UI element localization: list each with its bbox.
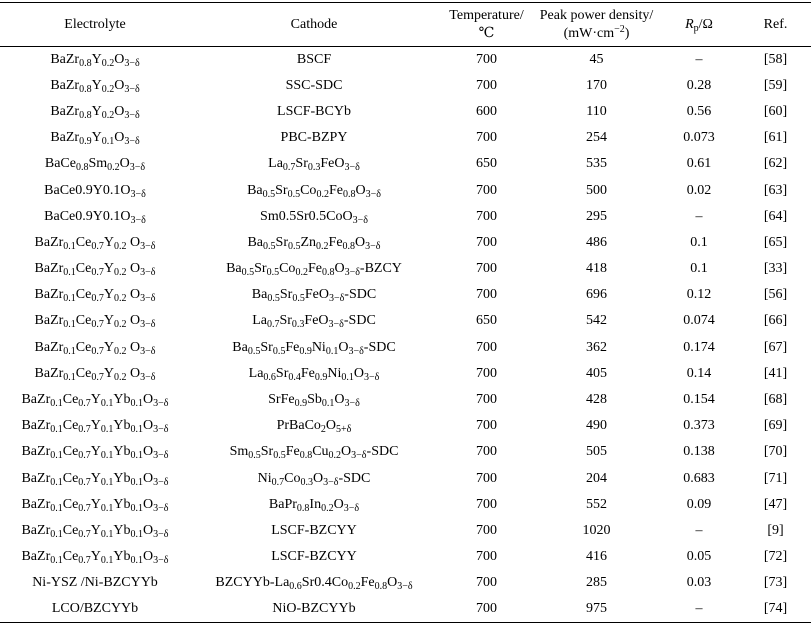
cell-electrolyte: $BaCe_{0.8}Sm_{0.2}O_{3-\delta}$: [44, 156, 146, 174]
cell-electrolyte: $BaZr_{0.9}Y_{0.1}O_{3-\delta}$: [50, 130, 140, 148]
cell-cathode: LSCF-BCYb: [277, 103, 351, 119]
cell-temperature: 700: [476, 392, 497, 408]
cell-ref: [71]: [763, 470, 788, 486]
cell-electrolyte: $BaZr_{0.1}Ce_{0.7}Y_{0.2}$ $O_{3-\delta}$: [34, 339, 156, 357]
cell-rp: 0.02: [686, 182, 712, 198]
header-rp: $R_p/\Omega$: [658, 3, 740, 47]
cell-rp: 0.61: [686, 156, 712, 172]
cell-ref: [56]: [763, 287, 788, 303]
cell-electrolyte: $BaZr_{0.1}Ce_{0.7}Y_{0.1}Yb_{0.1}O_{3-\delta}$: [21, 444, 169, 462]
cell-temperature: 700: [438, 596, 535, 622]
cell-cathode: $La_{0.7}Sr_{0.3}FeO_{3-\delta}$: [268, 156, 360, 174]
table-row: [0, 439, 811, 465]
table-row: [0, 570, 811, 596]
cell-ref: [67]: [763, 339, 788, 355]
header-row: [0, 3, 811, 47]
cell-temperature: 700: [476, 339, 497, 355]
header-electrolyte: Electrolyte: [0, 3, 190, 47]
cell-rp: 0.373: [683, 418, 715, 434]
cell-rp: 0.074: [683, 313, 715, 329]
table-row: [0, 177, 811, 203]
cell-rp: 0.1: [690, 261, 708, 277]
cell-peak-power-density: 486: [586, 234, 607, 250]
cell-peak-power-density: 505: [586, 444, 607, 460]
cell-cathode: BZCYYb-$La_{0.6}Sr0.4Co_{0.2}Fe_{0.8}O_{3-\delta}$: [215, 575, 413, 593]
cell-peak-power-density: 110: [586, 103, 607, 119]
table-row: [0, 361, 811, 387]
cell-electrolyte: $BaZr_{0.1}Ce_{0.7}Y_{0.1}Yb_{0.1}O_{3-\delta}$: [21, 549, 169, 567]
cell-rp: 0.14: [686, 365, 712, 381]
cell-ref: [74]: [740, 596, 811, 622]
cell-peak-power-density: 490: [586, 418, 607, 434]
table-row: [0, 335, 811, 361]
cell-ref: [33]: [763, 261, 788, 277]
cell-electrolyte: Ni-YSZ /Ni-BZCYYb: [32, 575, 158, 591]
table-row: [0, 466, 811, 492]
cell-ref: [65]: [763, 234, 788, 250]
cell-rp: 0.03: [686, 575, 712, 591]
cell-peak-power-density: 254: [586, 130, 607, 146]
cell-ref: [66]: [763, 313, 788, 329]
table-body: [0, 47, 811, 623]
cell-rp: 0.05: [686, 549, 712, 565]
cell-temperature: 600: [476, 103, 497, 119]
cell-peak-power-density: 428: [586, 392, 607, 408]
cell-peak-power-density: 975: [535, 596, 658, 622]
cell-ref: [70]: [763, 444, 788, 460]
cell-peak-power-density: 542: [586, 313, 607, 329]
table-row: [0, 387, 811, 413]
cell-electrolyte: $BaZr_{0.1}Ce_{0.7}Y_{0.1}Yb_{0.1}O_{3-\delta}$: [21, 418, 169, 436]
cell-peak-power-density: 295: [586, 208, 607, 224]
header-peak-power-density: Peak power density/ $(mW\cdot cm^{-2})$: [535, 3, 658, 47]
cell-temperature: 700: [476, 130, 497, 146]
cell-electrolyte: $BaZr_{0.1}Ce_{0.7}Y_{0.2}$ $O_{3-\delta}$: [34, 365, 156, 383]
cell-cathode: $BaPr_{0.8}In_{0.2}O_{3-\delta}$: [268, 496, 360, 514]
cell-peak-power-density: 204: [586, 470, 607, 486]
cell-temperature: 700: [476, 496, 497, 512]
cell-rp: 0.09: [686, 496, 712, 512]
cell-cathode: $Ba_{0.5}Sr_{0.5}Fe_{0.9}Ni_{0.1}O_{3-\delta}$-SDC: [232, 339, 396, 357]
cell-electrolyte: $BaZr_{0.1}Ce_{0.7}Y_{0.1}Yb_{0.1}O_{3-\delta}$: [21, 470, 169, 488]
cell-ref: [73]: [763, 575, 788, 591]
cell-peak-power-density: 1020: [582, 522, 611, 538]
cell-cathode: SSC-SDC: [285, 77, 343, 93]
table-row: [0, 151, 811, 177]
cell-electrolyte: $BaCe0.9Y0.1O_{3-\delta}$: [44, 182, 146, 200]
cell-electrolyte: $BaZr_{0.1}Ce_{0.7}Y_{0.1}Yb_{0.1}O_{3-\delta}$: [21, 522, 169, 540]
cell-peak-power-density: 416: [586, 549, 607, 565]
cell-rp: –: [695, 522, 703, 538]
cell-electrolyte: $BaZr_{0.8}Y_{0.2}O_{3-\delta}$: [50, 77, 140, 95]
cell-electrolyte: $BaZr_{0.1}Ce_{0.7}Y_{0.1}Yb_{0.1}O_{3-\delta}$: [21, 392, 169, 410]
cell-ref: [59]: [763, 77, 788, 93]
cell-cathode: Sm0.5Sr0.5CoO$_{3-\delta}$: [260, 208, 368, 226]
table-row: [0, 256, 811, 282]
cell-temperature: 700: [476, 444, 497, 460]
cell-rp: 0.073: [683, 130, 715, 146]
cell-cathode: $Ba_{0.5}Sr_{0.5}FeO_{3-\delta}$-SDC: [251, 287, 377, 305]
cell-ref: [64]: [763, 208, 788, 224]
cell-temperature: 700: [476, 418, 497, 434]
cell-cathode: $PrBaCo_2O_{5+\delta}$: [276, 418, 352, 436]
cell-peak-power-density: 535: [586, 156, 607, 172]
table-row: [0, 230, 811, 256]
table-row: [0, 413, 811, 439]
cell-rp: 0.56: [686, 103, 712, 119]
cell-cathode: PBC-BZPY: [280, 130, 348, 146]
cell-ref: [62]: [763, 156, 788, 172]
cell-cathode: $Sm_{0.5}Sr_{0.5}Fe_{0.8}Cu_{0.2}O_{3-\delta}$-SDC: [229, 444, 399, 462]
cell-peak-power-density: 696: [586, 287, 607, 303]
cell-electrolyte: $BaZr_{0.1}Ce_{0.7}Y_{0.2}$ $O_{3-\delta}$: [34, 234, 156, 252]
cell-temperature: 700: [476, 234, 497, 250]
cell-cathode: LSCF-BZCYY: [271, 522, 357, 538]
cell-electrolyte: $BaZr_{0.8}Y_{0.2}O_{3-\delta}$: [50, 51, 140, 69]
table-row: [0, 73, 811, 99]
cell-rp: 0.154: [683, 392, 715, 408]
table-row: [0, 492, 811, 518]
cell-rp: 0.1: [690, 234, 708, 250]
cell-ref: [47]: [763, 496, 788, 512]
cell-temperature: 650: [476, 156, 497, 172]
cell-peak-power-density: 418: [586, 261, 607, 277]
cell-cathode: NiO-BZCYYb: [190, 596, 438, 622]
cell-peak-power-density: 552: [586, 496, 607, 512]
cell-ref: [61]: [763, 130, 788, 146]
cell-peak-power-density: 285: [586, 575, 607, 591]
cell-peak-power-density: 170: [586, 77, 607, 93]
cell-temperature: 700: [476, 470, 497, 486]
cell-cathode: LSCF-BZCYY: [271, 549, 357, 565]
cell-peak-power-density: 405: [586, 365, 607, 381]
cell-rp: –: [695, 208, 703, 224]
header-ref: Ref.: [740, 3, 811, 47]
cell-peak-power-density: 500: [586, 182, 607, 198]
cell-temperature: 700: [476, 261, 497, 277]
cell-cathode: $Ba_{0.5}Sr_{0.5}Co_{0.2}Fe_{0.8}O_{3-\delta}$-BZCY: [226, 261, 402, 279]
table-row: [0, 518, 811, 544]
cell-electrolyte: $BaZr_{0.8}Y_{0.2}O_{3-\delta}$: [50, 103, 140, 121]
cell-ref: [9]: [767, 522, 784, 538]
cell-peak-power-density: 45: [589, 51, 604, 67]
cell-electrolyte: $BaZr_{0.1}Ce_{0.7}Y_{0.2}$ $O_{3-\delta}$: [34, 313, 156, 331]
cell-cathode: $SrFe_{0.9}Sb_{0.1}O_{3-\delta}$: [268, 392, 360, 410]
cell-ref: [69]: [763, 418, 788, 434]
cell-rp: 0.174: [683, 339, 715, 355]
cell-rp: 0.12: [686, 287, 712, 303]
cell-ref: [63]: [763, 182, 788, 198]
cell-ref: [58]: [763, 51, 788, 67]
table-row: [0, 308, 811, 334]
table-row: [0, 204, 811, 230]
cell-ref: [60]: [763, 103, 788, 119]
header-temperature: Temperature/ ℃: [438, 3, 535, 47]
cell-temperature: 700: [476, 575, 497, 591]
cell-electrolyte: $BaZr_{0.1}Ce_{0.7}Y_{0.2}$ $O_{3-\delta}$: [34, 261, 156, 279]
table-row: [0, 544, 811, 570]
data-table: [0, 2, 811, 623]
cell-temperature: 700: [476, 522, 497, 538]
cell-temperature: 700: [476, 287, 497, 303]
cell-cathode: $La_{0.7}Sr_{0.3}FeO_{3-\delta}$-SDC: [252, 313, 376, 331]
cell-rp: 0.28: [686, 77, 712, 93]
cell-temperature: 700: [476, 208, 497, 224]
cell-temperature: 700: [476, 182, 497, 198]
cell-electrolyte: $BaZr_{0.1}Ce_{0.7}Y_{0.2}$ $O_{3-\delta}$: [34, 287, 156, 305]
cell-temperature: 700: [476, 365, 497, 381]
cell-temperature: 700: [476, 77, 497, 93]
cell-temperature: 650: [476, 313, 497, 329]
table-row: [0, 47, 811, 73]
cell-temperature: 700: [476, 51, 497, 67]
header-cathode: Cathode: [190, 3, 438, 47]
cell-cathode: $Ba_{0.5}Sr_{0.5}Zn_{0.2}Fe_{0.8}O_{3-\delta}$: [247, 234, 381, 252]
cell-electrolyte: $BaCe0.9Y0.1O_{3-\delta}$: [44, 208, 146, 226]
cell-cathode: $Ni_{0.7}Co_{0.3}O_{3-\delta}$-SDC: [257, 470, 371, 488]
cell-rp: 0.138: [683, 444, 715, 460]
cell-ref: [68]: [763, 392, 788, 408]
table-row: [0, 125, 811, 151]
table-row: [0, 99, 811, 125]
cell-electrolyte: $BaZr_{0.1}Ce_{0.7}Y_{0.1}Yb_{0.1}O_{3-\delta}$: [21, 496, 169, 514]
table-row: [0, 596, 811, 622]
cell-peak-power-density: 362: [586, 339, 607, 355]
cell-cathode: BSCF: [296, 51, 332, 67]
cell-rp: 0.683: [683, 470, 715, 486]
cell-temperature: 700: [476, 549, 497, 565]
cell-electrolyte: LCO/BZCYYb: [0, 596, 190, 622]
table-row: [0, 282, 811, 308]
cell-ref: [72]: [763, 549, 788, 565]
cell-cathode: $La_{0.6}Sr_{0.4}Fe_{0.9}Ni_{0.1}O_{3-\delta}$: [248, 365, 380, 383]
cell-rp: –: [658, 596, 740, 622]
cell-cathode: $Ba_{0.5}Sr_{0.5}Co_{0.2}Fe_{0.8}O_{3-\delta}$: [247, 182, 381, 200]
cell-ref: [41]: [763, 365, 788, 381]
cell-rp: –: [695, 51, 703, 67]
